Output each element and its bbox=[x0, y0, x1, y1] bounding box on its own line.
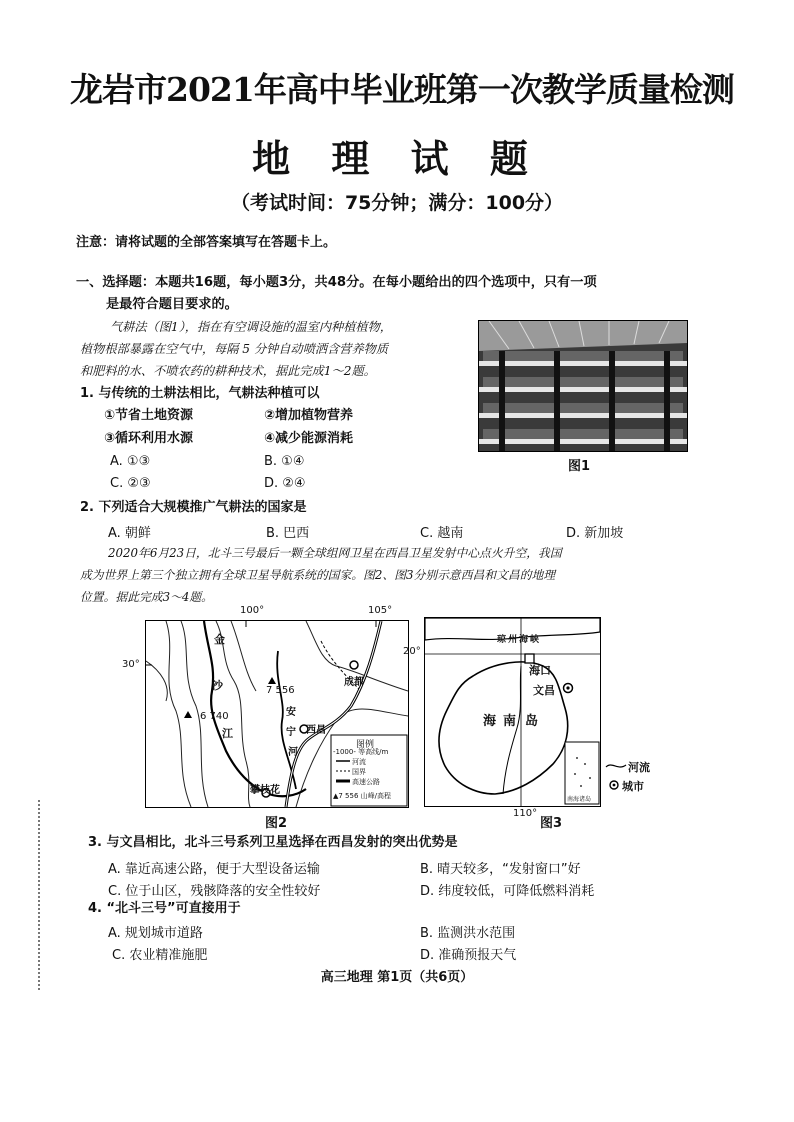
fig3-lon-110: 110° bbox=[513, 808, 538, 819]
fig3-island-1: 海 bbox=[483, 714, 497, 729]
q2-option-b[interactable]: B. 巴西 bbox=[266, 526, 310, 541]
fig2-city-panzhihua: 攀枝花 bbox=[250, 785, 280, 796]
q3-option-d[interactable]: D. 纬度较低，可降低燃料消耗 bbox=[420, 884, 595, 899]
page-footer: 高三地理 第1页（共6页） bbox=[320, 970, 474, 985]
q2-option-a[interactable]: A. 朝鲜 bbox=[108, 526, 151, 541]
fig2-river-anning-2: 宁 bbox=[286, 727, 296, 738]
fig2-xichang-map bbox=[122, 605, 409, 808]
fig2-river-anning-1: 安 bbox=[286, 707, 296, 718]
q3-stem: 3. 与文昌相比，北斗三号系列卫星选择在西昌发射的突出优势是 bbox=[88, 835, 458, 850]
exam-title: 龙岩市2021年高中毕业班第一次教学质量检测 bbox=[70, 70, 734, 109]
binding-margin-line bbox=[38, 800, 42, 990]
q4-option-c[interactable]: C. 农业精准施肥 bbox=[112, 948, 208, 963]
passage2-line-3: 位置。据此完成3～4题。 bbox=[80, 590, 213, 604]
q1-item-4: ④减少能源消耗 bbox=[264, 431, 354, 446]
fig2-legend-border: 国界 bbox=[352, 768, 366, 776]
q1-item-3: ③循环利用水源 bbox=[104, 431, 194, 446]
fig2-river-jinsha-3: 江 bbox=[222, 727, 233, 740]
q3-option-a[interactable]: A. 靠近高速公路，便于大型设备运输 bbox=[108, 862, 320, 877]
q1-option-a[interactable]: A. ①③ bbox=[110, 454, 151, 469]
q3-option-c[interactable]: C. 位于山区，残骸降落的安全性较好 bbox=[108, 884, 321, 899]
fig2-lon-105: 105° bbox=[368, 605, 393, 616]
q4-option-d[interactable]: D. 准确预报天气 bbox=[420, 948, 517, 963]
fig3-city-wenchang: 文昌 bbox=[533, 684, 555, 697]
fig2-river-anning-3: 河 bbox=[288, 747, 298, 758]
fig3-lat-20: 20° bbox=[403, 646, 421, 657]
fig3-caption: 图3 bbox=[540, 816, 563, 831]
fig2-legend-river: 河流 bbox=[352, 758, 366, 766]
fig3-legend-river: 河流 bbox=[628, 761, 650, 774]
fig3-island-2: 南 bbox=[503, 714, 517, 729]
exam-info: （考试时间：75分钟；满分：100分） bbox=[230, 192, 564, 214]
fig2-peak-1: 7 556 bbox=[266, 685, 295, 696]
fig2-legend-peak: ▲7 556 山峰/高程 bbox=[333, 792, 392, 800]
fig2-peak-2: 6 740 bbox=[200, 711, 229, 722]
fig2-lon-100: 100° bbox=[240, 605, 265, 616]
passage2-line-1: 2020年6月23日，北斗三号最后一颗全球组网卫星在西昌卫星发射中心点火升空，我国 bbox=[108, 546, 562, 560]
q4-option-a[interactable]: A. 规划城市道路 bbox=[108, 926, 203, 941]
fig2-legend-contour: -1000- 等高线/m bbox=[333, 748, 389, 756]
q1-item-2: ②增加植物营养 bbox=[264, 408, 354, 423]
fig3-inset-label: 南海诸岛 bbox=[567, 796, 592, 803]
q2-option-d[interactable]: D. 新加坡 bbox=[566, 526, 624, 541]
fig2-lat-30: 30° bbox=[122, 659, 140, 670]
fig2-river-jinsha-1: 金 bbox=[214, 633, 225, 646]
fig3-strait: 琼州海峡 bbox=[497, 635, 542, 645]
fig2-caption: 图2 bbox=[265, 816, 288, 831]
fig2-legend-highway: 高速公路 bbox=[352, 778, 380, 786]
q4-stem: 4. “北斗三号”可直接用于 bbox=[88, 901, 241, 916]
fig3-wenchang-map bbox=[403, 617, 601, 819]
q1-option-b[interactable]: B. ①④ bbox=[264, 454, 305, 469]
notice-text: 注意：请将试题的全部答案填写在答题卡上。 bbox=[76, 235, 337, 250]
fig3-island-3: 岛 bbox=[525, 714, 539, 729]
q1-option-d[interactable]: D. ②④ bbox=[264, 476, 306, 491]
passage1-line-2: 植物根部暴露在空气中，每隔 5 分钟自动喷洒含营养物质 bbox=[80, 342, 389, 356]
section-heading bbox=[76, 272, 716, 316]
fig2-river-jinsha-2: 沙 bbox=[212, 679, 223, 692]
passage2-line-2: 成为世界上第三个独立拥有全球卫星导航系统的国家。图2、图3分别示意西昌和文昌的地理 bbox=[80, 568, 556, 582]
q1-stem: 1. 与传统的土耕法相比，气耕法种植可以 bbox=[80, 386, 320, 401]
section-line-1: 一、选择题：本题共16题，每小题3分，共48分。在每小题给出的四个选项中，只有一项 bbox=[76, 275, 597, 290]
fig2-city-xichang: 西昌 bbox=[306, 725, 326, 736]
q2-option-c[interactable]: C. 越南 bbox=[420, 526, 464, 541]
q4-option-b[interactable]: B. 监测洪水范围 bbox=[420, 926, 516, 941]
q1-item-1: ①节省土地资源 bbox=[104, 408, 194, 423]
section-line-2: 是最符合题目要求的。 bbox=[106, 297, 238, 312]
fig3-city-haikou: 海口 bbox=[529, 664, 551, 677]
q3-option-b[interactable]: B. 晴天较多，“发射窗口”好 bbox=[420, 862, 581, 877]
fig2-city-chengdu: 成都 bbox=[344, 677, 364, 688]
subject-title: 地 理 试 题 bbox=[252, 137, 542, 181]
fig3-legend-city: 城市 bbox=[622, 780, 644, 793]
passage1-line-3: 和肥料的水、不喷农药的耕种技术，据此完成1～2题。 bbox=[80, 364, 376, 378]
fig2-legend-title: 图例 bbox=[356, 740, 375, 750]
q1-option-c[interactable]: C. ②③ bbox=[110, 476, 151, 491]
fig1-caption: 图1 bbox=[568, 459, 591, 474]
q2-stem: 2. 下列适合大规模推广气耕法的国家是 bbox=[80, 500, 307, 515]
fig1-greenhouse-photo bbox=[478, 320, 688, 452]
passage1-line-1: 气耕法（图1），指在有空调设施的温室内种植植物， bbox=[110, 320, 392, 334]
